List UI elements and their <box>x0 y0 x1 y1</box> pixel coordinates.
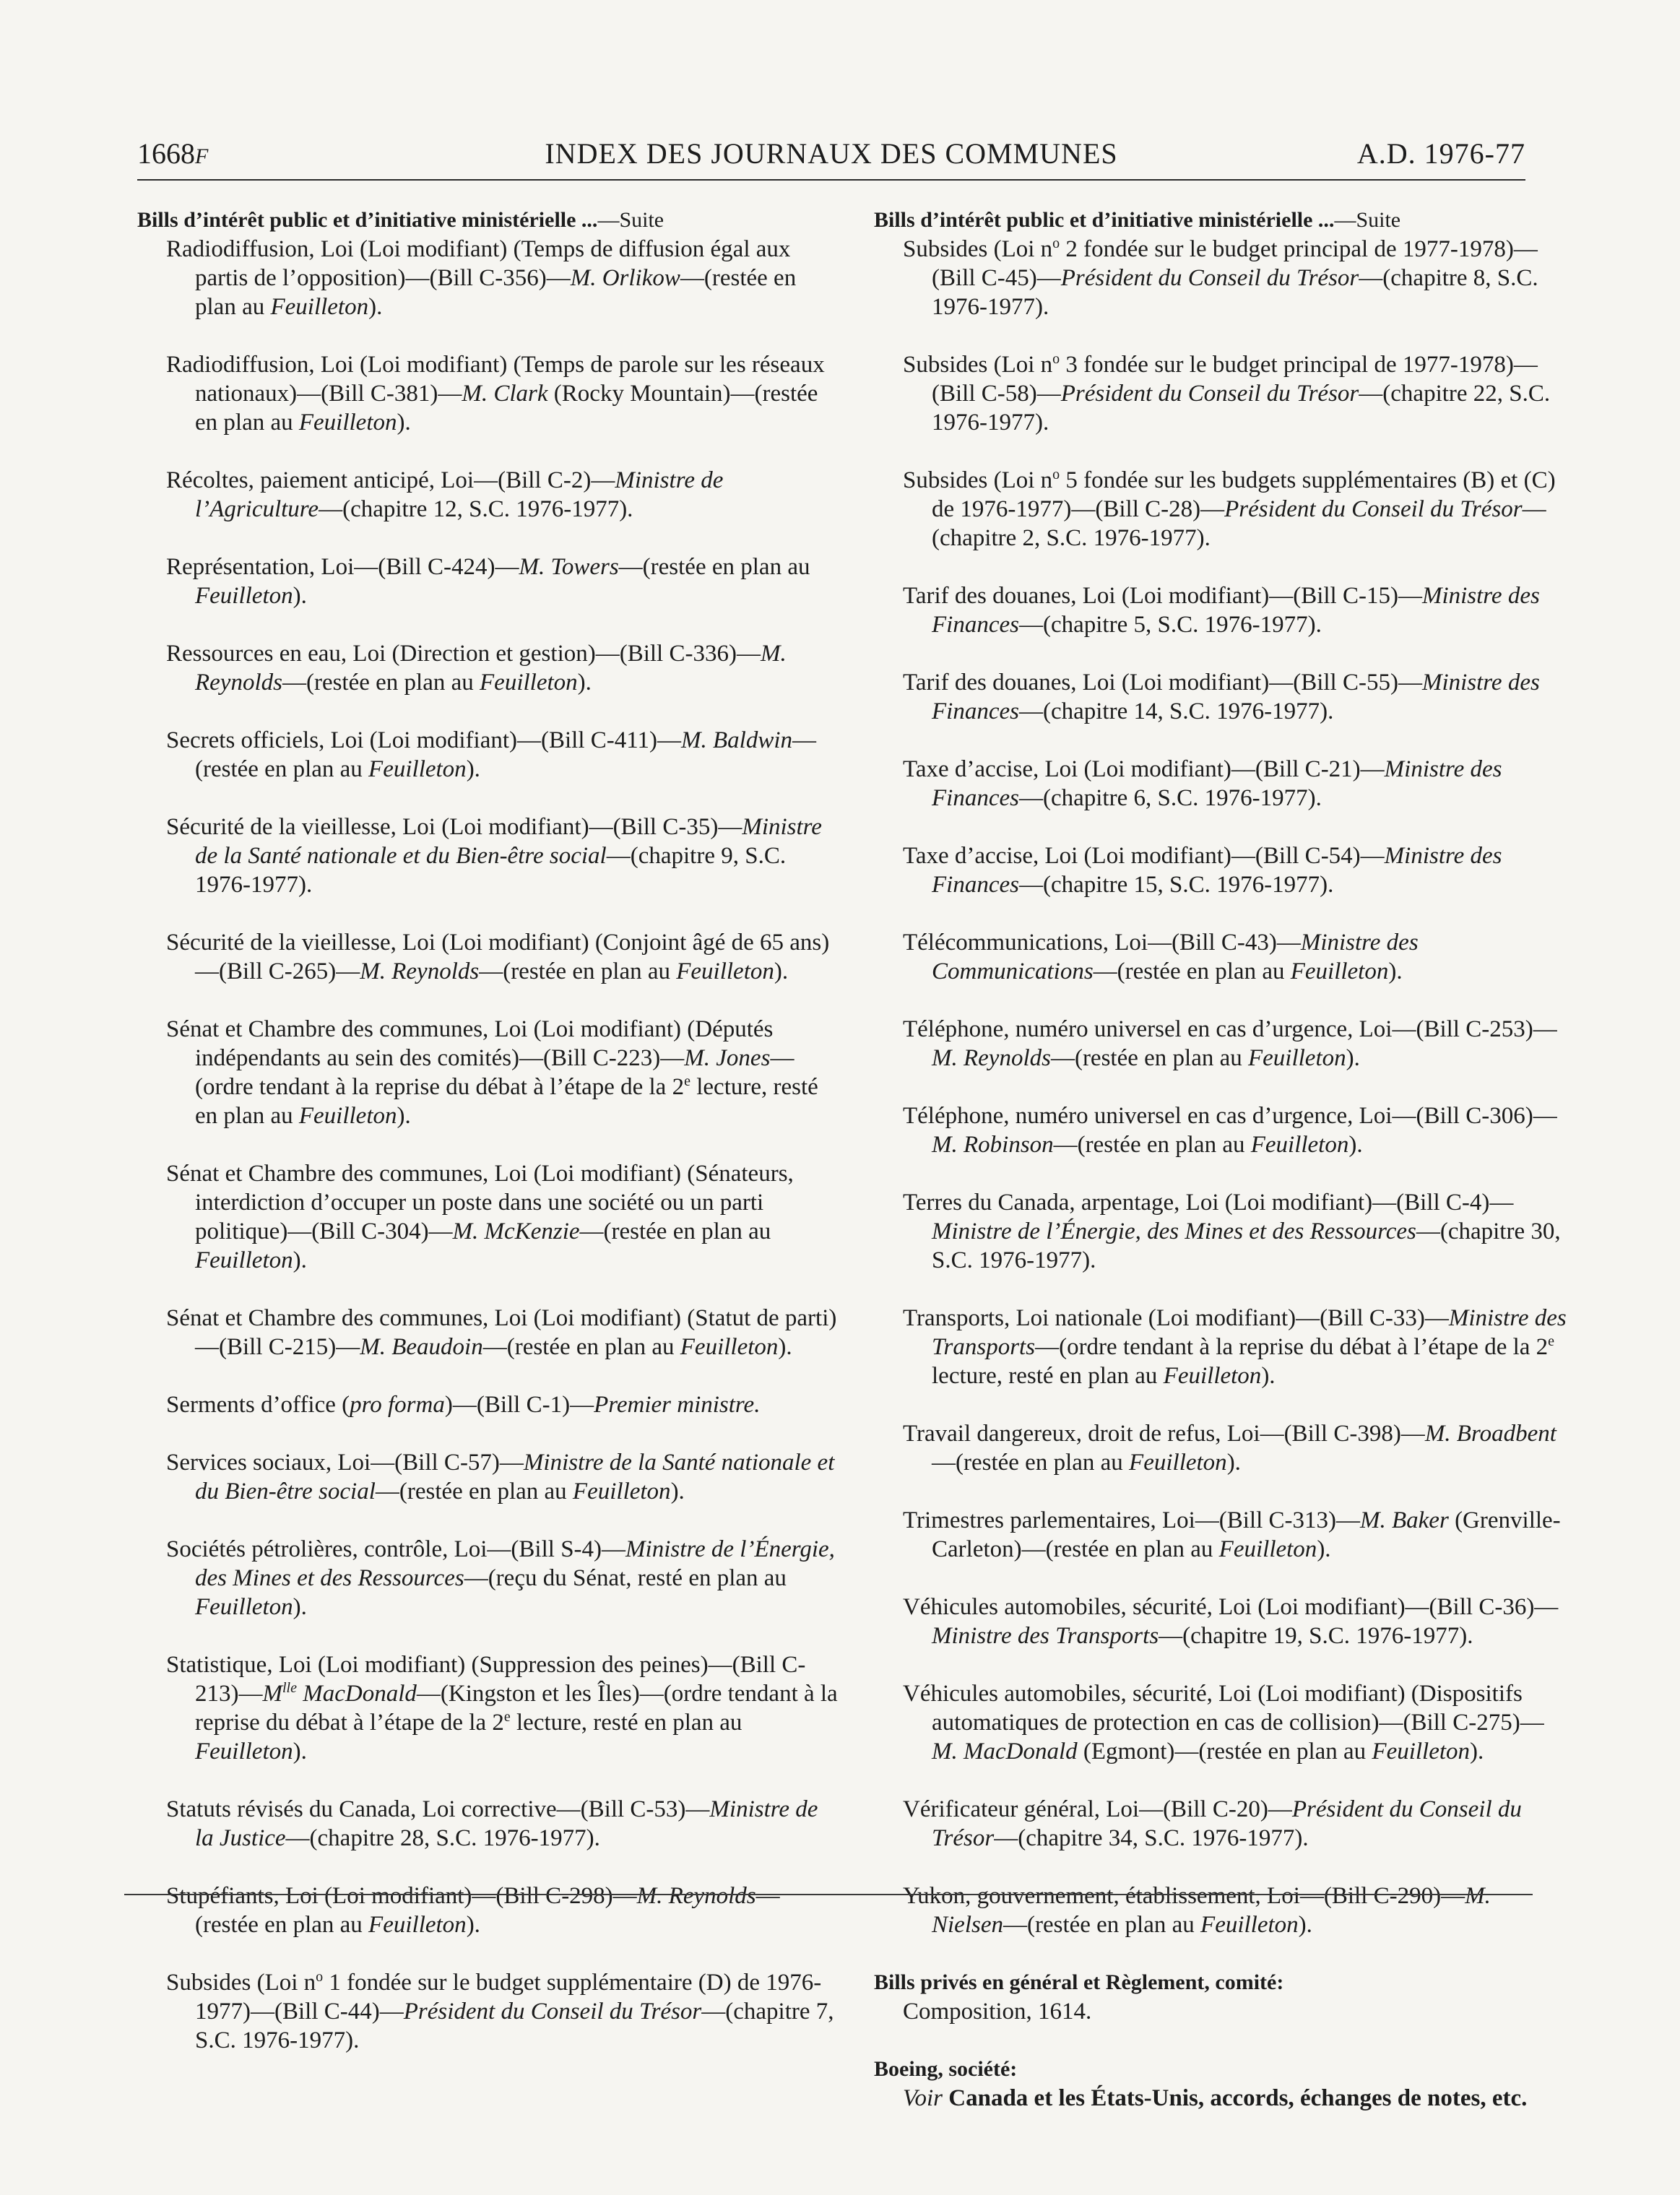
entry-status: —(chapitre 34, S.C. 1976-1977). <box>994 1825 1309 1851</box>
index-entry <box>874 1593 1567 1650</box>
entry-sponsor: M. Nielsen <box>932 1883 1491 1938</box>
index-entry <box>137 928 838 986</box>
entry-sponsor: M. Reynolds <box>360 958 480 984</box>
entry-status: —(ordre tendant à la reprise du débat à l’étape de la 2e lecture, resté en plan au <box>932 1333 1555 1389</box>
entry-close: ). <box>397 1103 411 1129</box>
entry-close: ). <box>293 1739 307 1765</box>
entry-sponsor: M. Jones <box>684 1045 771 1071</box>
entry-title: Représentation, Loi—(Bill C-424)— <box>166 554 519 580</box>
entry-status: —(restée en plan au <box>195 1883 780 1938</box>
entry-close: ). <box>466 1912 480 1938</box>
entry-status: —(chapitre 28, S.C. 1976-1977). <box>285 1825 600 1851</box>
index-entry <box>137 1159 838 1275</box>
bills-prives-heading: Bills privés en général et Règlement, comité: <box>874 1970 1284 1994</box>
boeing-see-also: Voir Canada et les États-Unis, accords, échanges de notes, etc. <box>903 2085 1528 2111</box>
entry-feuilleton: Feuilleton <box>480 670 578 696</box>
entry-close: ). <box>293 1594 307 1620</box>
right-column <box>874 206 1567 2142</box>
index-entry <box>874 928 1567 986</box>
entry-sponsor: M. Broadbent <box>1424 1421 1556 1447</box>
entry-status: —(chapitre 5, S.C. 1976-1977). <box>1018 612 1322 638</box>
entry-close: ). <box>293 1247 307 1273</box>
entry-feuilleton: Feuilleton <box>298 410 397 436</box>
index-entry <box>874 1015 1567 1073</box>
left-column <box>137 206 838 2084</box>
entry-title: Tarif des douanes, Loi (Loi modifiant)—(Bill C-55)— <box>903 670 1422 696</box>
entry-sponsor: Ministre de l’Agriculture <box>195 467 724 522</box>
entry-status: —(restée en plan au <box>375 1479 573 1505</box>
entry-status: —(chapitre 19, S.C. 1976-1977). <box>1159 1623 1473 1649</box>
entry-sponsor: Ministre de l’Énergie, des Mines et des Ressources <box>932 1218 1416 1244</box>
entry-title: Sénat et Chambre des communes, Loi (Loi modifiant) (Députés indépendants au sein des comités)—(Bill C-223)— <box>166 1016 774 1071</box>
entry-title: Transports, Loi nationale (Loi modifiant)—(Bill C-33)— <box>903 1305 1449 1331</box>
index-entry <box>137 1448 838 1506</box>
entry-sponsor: M. Orlikow <box>570 265 680 291</box>
entry-title: Véhicules automobiles, sécurité, Loi (Loi modifiant) (Dispositifs automatiques de protection en cas de collision)—(Bill C-275)— <box>903 1681 1544 1736</box>
entry-status: —(restée en plan au <box>195 265 797 320</box>
entry-close: ). <box>1388 958 1403 984</box>
entry-feuilleton: Feuilleton <box>1290 958 1389 984</box>
entry-status: —(restée en plan au <box>1093 958 1291 984</box>
entry-feuilleton: Feuilleton <box>195 583 293 609</box>
entry-feuilleton: Feuilleton <box>676 958 774 984</box>
entry-title: Radiodiffusion, Loi (Loi modifiant) (Temps de parole sur les réseaux nationaux)—(Bill C-381)— <box>166 352 825 407</box>
entry-close: ). <box>293 583 307 609</box>
index-entry <box>874 1795 1567 1853</box>
index-entry <box>137 639 838 697</box>
entry-title: Sécurité de la vieillesse, Loi (Loi modifiant)—(Bill C-35)— <box>166 814 742 840</box>
index-entry <box>137 813 838 899</box>
index-entry <box>137 1015 838 1130</box>
entry-status: —(restée en plan au <box>482 1334 680 1360</box>
boeing-block <box>874 2055 1567 2113</box>
entry-close: ). <box>778 1334 792 1360</box>
entry-status: —(restée en plan au <box>1003 1912 1201 1938</box>
entry-status: —(restée en plan au <box>1053 1132 1251 1158</box>
entry-close: ). <box>1261 1363 1276 1389</box>
index-entry <box>137 1795 838 1853</box>
entry-title: Trimestres parlementaires, Loi—(Bill C-313)— <box>903 1507 1361 1533</box>
index-entry <box>137 1882 838 1939</box>
page-suffix: F <box>195 144 209 168</box>
entry-title: Subsides (Loi $n^o$ 3 fondée sur le budget principal de 1977-1978)—(Bill C-58)— <box>903 351 1538 407</box>
entry-title: Statistique, Loi (Loi modifiant) (Suppression des peines)—(Bill C-213)— <box>166 1652 806 1707</box>
entry-sponsor: Ministre des Transports <box>932 1305 1567 1360</box>
index-entry <box>137 1390 838 1419</box>
bills-prives-line: Composition, 1614. <box>903 1999 1092 2025</box>
entry-sponsor: Président du Conseil du Trésor <box>932 1796 1522 1851</box>
index-entry <box>874 1506 1567 1564</box>
entry-sponsor: M. MacDonald <box>932 1739 1078 1765</box>
entry-close: ). <box>1298 1912 1312 1938</box>
entry-title: Téléphone, numéro universel en cas d’urgence, Loi—(Bill C-306)— <box>903 1103 1557 1129</box>
entry-title: Statuts révisés du Canada, Loi corrective—(Bill C-53)— <box>166 1796 710 1822</box>
entry-status: —(chapitre 14, S.C. 1976-1977). <box>1018 698 1334 724</box>
entry-title: Subsides (Loi $n^o$ 5 fondée sur les budgets supplémentaires (B) et (C) de 1976-1977)—(Bill C-28)— <box>903 467 1556 522</box>
entry-feuilleton: Feuilleton <box>1129 1450 1227 1476</box>
entry-status: —(restée en plan au <box>479 958 677 984</box>
entry-status: —(ordre tendant à la reprise du débat à l’étape de la 2e lecture, resté en plan au <box>195 1045 818 1129</box>
entry-status: —(chapitre 8, S.C. 1976-1977). <box>932 265 1538 320</box>
entry-feuilleton: Feuilleton <box>368 756 467 782</box>
left-entries <box>137 235 838 2055</box>
entry-sponsor: M. Beaudoin <box>360 1334 483 1360</box>
entry-title: Sécurité de la vieillesse, Loi (Loi modifiant) (Conjoint âgé de 65 ans)—(Bill C-265)— <box>166 930 830 984</box>
entry-close: ). <box>1348 1132 1363 1158</box>
entry-title: Vérificateur général, Loi—(Bill C-20)— <box>903 1796 1292 1822</box>
index-entry <box>137 1968 838 2055</box>
entry-close: ). <box>1346 1045 1360 1071</box>
entry-sponsor: Ministre des Transports <box>932 1623 1159 1649</box>
entry-status: (Grenville-Carleton)—(restée en plan au <box>932 1507 1561 1562</box>
entry-status: —(chapitre 22, S.C. 1976-1977). <box>932 381 1551 436</box>
page-header <box>137 136 1525 181</box>
index-entry <box>874 1101 1567 1159</box>
index-entry <box>874 235 1567 321</box>
entry-title: Yukon, gouvernement, établissement, Loi—(Bill C-290)— <box>903 1883 1465 1909</box>
entry-status: —(chapitre 2, S.C. 1976-1977). <box>932 496 1546 551</box>
entry-close: ). <box>1317 1536 1331 1562</box>
index-entry <box>874 581 1567 639</box>
index-entry <box>137 1535 838 1622</box>
entry-sponsor: M. Reynolds <box>195 641 787 696</box>
entry-sponsor: Ministre de l’Énergie, des Mines et des Ressources <box>195 1536 835 1591</box>
entry-sponsor: Président du Conseil du Trésor <box>1224 496 1523 522</box>
entry-feuilleton: Feuilleton <box>368 1912 467 1938</box>
entry-feuilleton: Feuilleton <box>1200 1912 1299 1938</box>
entry-title: Services sociaux, Loi—(Bill C-57)— <box>166 1450 524 1476</box>
entry-feuilleton: Feuilleton <box>1163 1363 1262 1389</box>
entry-sponsor: M. Reynolds <box>636 1883 756 1909</box>
bills-prives-block <box>874 1968 1567 2026</box>
entry-status: —(restée en plan au <box>1050 1045 1248 1071</box>
entry-feuilleton: Feuilleton <box>195 1594 293 1620</box>
entry-status: —(restée en plan au <box>195 727 817 782</box>
entry-feuilleton: Feuilleton <box>1248 1045 1346 1071</box>
entry-feuilleton: Feuilleton <box>195 1247 293 1273</box>
entry-status: —(chapitre 6, S.C. 1976-1977). <box>1018 785 1322 811</box>
index-entry <box>874 1882 1567 1939</box>
index-entry <box>137 553 838 610</box>
entry-title: Tarif des douanes, Loi (Loi modifiant)—(Bill C-15)— <box>903 583 1422 609</box>
entry-close: ). <box>577 670 592 696</box>
entry-feuilleton: Feuilleton <box>1250 1132 1349 1158</box>
index-entry <box>874 1679 1567 1766</box>
bottom-rule <box>124 1894 1533 1895</box>
running-title: INDEX DES JOURNAUX DES COMMUNES <box>545 137 1118 170</box>
entry-feuilleton: Feuilleton <box>270 294 369 320</box>
index-entry <box>137 350 838 437</box>
entry-close: ). <box>670 1479 685 1505</box>
entry-feuilleton: Feuilleton <box>195 1739 293 1765</box>
entry-title: Taxe d’accise, Loi (Loi modifiant)—(Bill C-54)— <box>903 843 1385 869</box>
entry-title: Stupéfiants, Loi (Loi modifiant)—(Bill C-298)— <box>166 1883 637 1909</box>
entry-close: ). <box>466 756 480 782</box>
index-entry <box>137 466 838 524</box>
entry-close: ). <box>1226 1450 1241 1476</box>
entry-status: —(restée en plan au <box>932 1450 1130 1476</box>
entry-title: Radiodiffusion, Loi (Loi modifiant) (Temps de diffusion égal aux partis de l’opposition)—(Bill C-356)— <box>166 236 791 291</box>
entry-sponsor: M. Baker <box>1360 1507 1449 1533</box>
entry-feuilleton: Feuilleton <box>1218 1536 1317 1562</box>
entry-title: Terres du Canada, arpentage, Loi (Loi modifiant)—(Bill C-4)— <box>903 1190 1514 1216</box>
entry-title: Véhicules automobiles, sécurité, Loi (Loi modifiant)—(Bill C-36)— <box>903 1594 1559 1620</box>
index-entry <box>137 1650 838 1766</box>
entry-sponsor: Ministre de la Santé nationale et du Bien-être social <box>195 814 822 869</box>
entry-title: Sociétés pétrolières, contrôle, Loi—(Bill S-4)— <box>166 1536 626 1562</box>
entry-close: ). <box>397 410 411 436</box>
entry-sponsor: Ministre des Finances <box>932 583 1540 638</box>
entry-title: Ressources en eau, Loi (Direction et gestion)—(Bill C-336)— <box>166 641 761 667</box>
index-entry <box>137 235 838 321</box>
entry-sponsor: $M^{lle}$ MacDonald <box>262 1680 417 1707</box>
index-entry <box>874 668 1567 726</box>
entry-sponsor: M. Robinson <box>932 1132 1054 1158</box>
entry-sponsor: M. Towers <box>519 554 619 580</box>
entry-sponsor: Ministre des Finances <box>932 756 1502 811</box>
entry-sponsor: Président du Conseil du Trésor <box>1060 265 1359 291</box>
entry-sponsor: Président du Conseil du Trésor <box>403 1999 702 2025</box>
index-entry <box>874 466 1567 553</box>
entry-close: ). <box>774 958 789 984</box>
entry-status: —(chapitre 15, S.C. 1976-1977). <box>1018 872 1334 898</box>
entry-status: —(Kingston et les Îles)—(ordre tendant à la reprise du débat à l’étape de la 2e lecture, resté en plan au <box>195 1681 838 1736</box>
entry-status: —(chapitre 9, S.C. 1976-1977). <box>195 843 787 898</box>
entry-title: Secrets officiels, Loi (Loi modifiant)—(Bill C-411)— <box>166 727 682 753</box>
entry-status: (Egmont)—(restée en plan au <box>1077 1739 1372 1765</box>
entry-sponsor: Ministre des Finances <box>932 670 1540 724</box>
entry-sponsor: M. Clark <box>462 381 548 407</box>
right-entries <box>874 235 1567 1939</box>
entry-title: Télécommunications, Loi—(Bill C-43)— <box>903 930 1301 956</box>
entry-status: —(restée en plan au <box>579 1218 771 1244</box>
entry-close: ). <box>1470 1739 1484 1765</box>
entry-sponsor: Ministre des Finances <box>932 843 1502 898</box>
entry-sponsor: Premier ministre. <box>594 1392 761 1418</box>
running-year: A.D. 1976-77 <box>1356 137 1525 170</box>
entry-status: —(restée en plan au <box>618 554 810 580</box>
index-entry <box>137 726 838 784</box>
entry-title: Sénat et Chambre des communes, Loi (Loi modifiant) (Statut de parti)—(Bill C-215)— <box>166 1305 837 1360</box>
entry-status: —(chapitre 30, S.C. 1976-1977). <box>932 1218 1561 1273</box>
entry-title: Subsides (Loi $n^o$ 2 fondée sur le budget principal de 1977-1978)—(Bill C-45)— <box>903 235 1538 291</box>
index-entry <box>874 1419 1567 1477</box>
boeing-heading: Boeing, société: <box>874 2057 1018 2081</box>
entry-title: Récoltes, paiement anticipé, Loi—(Bill C-2)— <box>166 467 615 493</box>
entry-sponsor: Ministre des Communications <box>932 930 1419 984</box>
entry-feuilleton: Feuilleton <box>680 1334 779 1360</box>
index-entry <box>874 755 1567 813</box>
entry-title: Taxe d’accise, Loi (Loi modifiant)—(Bill C-21)— <box>903 756 1385 782</box>
entry-status: —(reçu du Sénat, resté en plan au <box>464 1565 787 1591</box>
section-heading: Bills d’intérêt public et d’initiative ministérielle ...—Suite <box>874 208 1401 232</box>
index-entry <box>137 1304 838 1361</box>
entry-sponsor: Ministre de la Santé nationale et du Bien-être social <box>195 1450 835 1505</box>
entry-close: ). <box>368 294 383 320</box>
entry-sponsor: M. Baldwin <box>681 727 793 753</box>
entry-sponsor: Président du Conseil du Trésor <box>1060 381 1359 407</box>
entry-feuilleton: Feuilleton <box>1372 1739 1471 1765</box>
entry-status: —(chapitre 12, S.C. 1976-1977). <box>319 496 633 522</box>
entry-title: Travail dangereux, droit de refus, Loi—(Bill C-398)— <box>903 1421 1425 1447</box>
entry-sponsor: Ministre de la Justice <box>195 1796 818 1851</box>
page-number: 1668F <box>137 137 209 170</box>
index-entry <box>874 350 1567 437</box>
entry-title: Téléphone, numéro universel en cas d’urgence, Loi—(Bill C-253)— <box>903 1016 1557 1042</box>
entry-status: —(restée en plan au <box>282 670 480 696</box>
entry-title: Subsides (Loi $n^o$ 1 fondée sur le budget supplémentaire (D) de 1976-1977)—(Bill C-44)— <box>166 1969 822 2025</box>
entry-title: Serments d’office (pro forma)—(Bill C-1)— <box>166 1392 594 1418</box>
index-entry <box>874 841 1567 899</box>
section-heading: Bills d’intérêt public et d’initiative ministérielle ...—Suite <box>137 208 664 232</box>
index-entry <box>874 1304 1567 1390</box>
entry-sponsor: M. Reynolds <box>932 1045 1051 1071</box>
entry-status: —(chapitre 7, S.C. 1976-1977). <box>195 1999 834 2053</box>
index-entry <box>874 1188 1567 1275</box>
entry-sponsor: M. McKenzie <box>452 1218 580 1244</box>
entry-feuilleton: Feuilleton <box>572 1479 671 1505</box>
entry-title: Sénat et Chambre des communes, Loi (Loi modifiant) (Sénateurs, interdiction d’occuper un poste dans une société ou un parti politique)—(Bill C-304)— <box>166 1161 794 1244</box>
entry-status: (Rocky Mountain)—(restée en plan au <box>195 381 818 436</box>
entry-feuilleton: Feuilleton <box>298 1103 397 1129</box>
